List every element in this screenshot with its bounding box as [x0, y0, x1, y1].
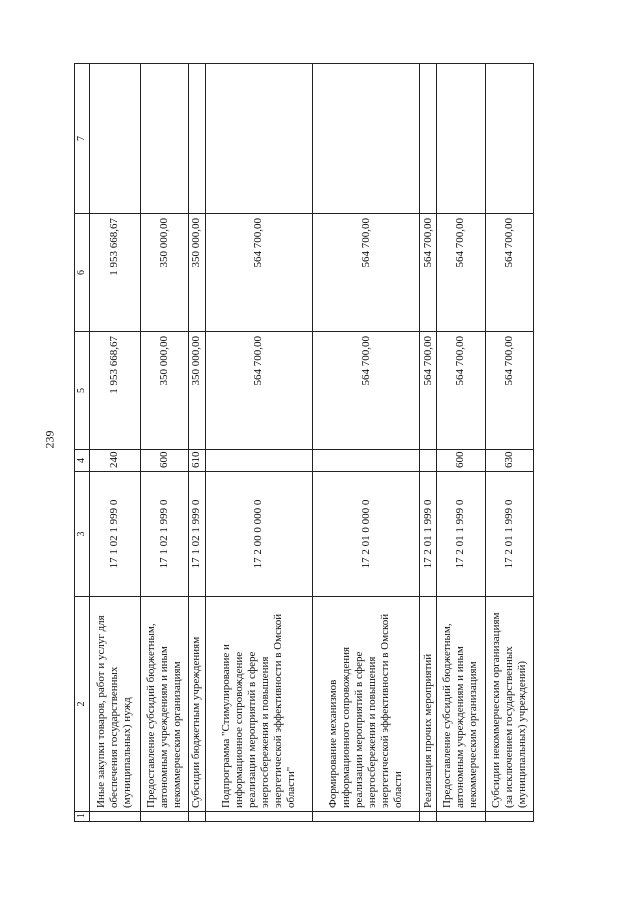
- row-value-5: 350 000,00: [140, 332, 188, 450]
- table-row: [90, 64, 141, 822]
- row-value-6: 564 700,00: [437, 214, 485, 332]
- row-type: [205, 450, 312, 472]
- row-value-6: 350 000,00: [140, 214, 188, 332]
- row-name: Подпрограмма "Стимулирование и информационное сопровождение реализации мероприятий в сфере энергосбережения и повышения энергетической эффективности в Омской области": [205, 597, 312, 812]
- row-name: Субсидии бюджетным учреждениям: [188, 597, 205, 812]
- column-header: 3: [75, 472, 90, 597]
- row-gutter: [437, 812, 485, 822]
- row-name: Реализация прочих мероприятий: [420, 597, 437, 812]
- row-value-6: 564 700,00: [313, 214, 420, 332]
- row-value-6: 1 953 668,67: [90, 214, 141, 332]
- row-type: 600: [437, 450, 485, 472]
- column-header: 1: [75, 812, 90, 822]
- table-row: [313, 64, 420, 822]
- row-value-5: 1 953 668,67: [90, 332, 141, 450]
- budget-table: [74, 63, 534, 822]
- table-row: [420, 64, 437, 822]
- row-value-5: 564 700,00: [437, 332, 485, 450]
- column-header: 6: [75, 214, 90, 332]
- row-code: 17 1 02 1 999 0: [90, 472, 141, 597]
- row-value-6: 564 700,00: [420, 214, 437, 332]
- row-value-7: [420, 64, 437, 214]
- row-type: 600: [140, 450, 188, 472]
- row-code: 17 2 00 0 000 0: [205, 472, 312, 597]
- table-row: [205, 64, 312, 822]
- row-value-7: [485, 64, 533, 214]
- row-value-5: 564 700,00: [205, 332, 312, 450]
- row-type: [420, 450, 437, 472]
- row-code: 17 2 01 1 999 0: [420, 472, 437, 597]
- row-value-7: [205, 64, 312, 214]
- row-gutter: [485, 812, 533, 822]
- row-value-6: 564 700,00: [485, 214, 533, 332]
- row-code: 17 2 01 1 999 0: [485, 472, 533, 597]
- row-gutter: [205, 812, 312, 822]
- row-value-5: 564 700,00: [485, 332, 533, 450]
- row-type: 240: [90, 450, 141, 472]
- row-name: Субсидии некоммерческим организациям (за исключением государственных (муниципальных) учреждений): [485, 597, 533, 812]
- row-type: 630: [485, 450, 533, 472]
- row-gutter: [420, 812, 437, 822]
- row-value-5: 564 700,00: [420, 332, 437, 450]
- row-value-6: 350 000,00: [188, 214, 205, 332]
- row-code: 17 2 01 0 000 0: [313, 472, 420, 597]
- table-row: [437, 64, 485, 822]
- row-value-7: [90, 64, 141, 214]
- row-type: 610: [188, 450, 205, 472]
- column-header: 2: [75, 597, 90, 812]
- column-header: 7: [75, 64, 90, 214]
- row-value-7: [437, 64, 485, 214]
- row-value-7: [140, 64, 188, 214]
- row-value-6: 564 700,00: [205, 214, 312, 332]
- row-type: [313, 450, 420, 472]
- row-name: Предоставление субсидий бюджетным, автономным учреждениям и иным некоммерческим организациям: [140, 597, 188, 812]
- row-code: 17 2 01 1 999 0: [437, 472, 485, 597]
- row-gutter: [90, 812, 141, 822]
- row-gutter: [140, 812, 188, 822]
- row-name: Предоставление субсидий бюджетным, автономным учреждениям и иным некоммерческим организациям: [437, 597, 485, 812]
- row-gutter: [188, 812, 205, 822]
- row-gutter: [313, 812, 420, 822]
- page-number: 239: [42, 430, 57, 449]
- table-row: [188, 64, 205, 822]
- table-row: [140, 64, 188, 822]
- column-header: 4: [75, 450, 90, 472]
- header-row: [75, 64, 90, 822]
- row-name: Формирование механизмов информационного сопровождения реализации мероприятий в сфере энергосбережения и повышения энергетической эффективности в Омской области: [313, 597, 420, 812]
- table-row: [485, 64, 533, 822]
- row-code: 17 1 02 1 999 0: [140, 472, 188, 597]
- row-value-7: [188, 64, 205, 214]
- table-container: [74, 64, 534, 822]
- row-value-7: [313, 64, 420, 214]
- row-name: Иные закупки товаров, работ и услуг для обеспечения государственных (муниципальных) нужд: [90, 597, 141, 812]
- row-code: 17 1 02 1 999 0: [188, 472, 205, 597]
- column-header: 5: [75, 332, 90, 450]
- row-value-5: 350 000,00: [188, 332, 205, 450]
- row-value-5: 564 700,00: [313, 332, 420, 450]
